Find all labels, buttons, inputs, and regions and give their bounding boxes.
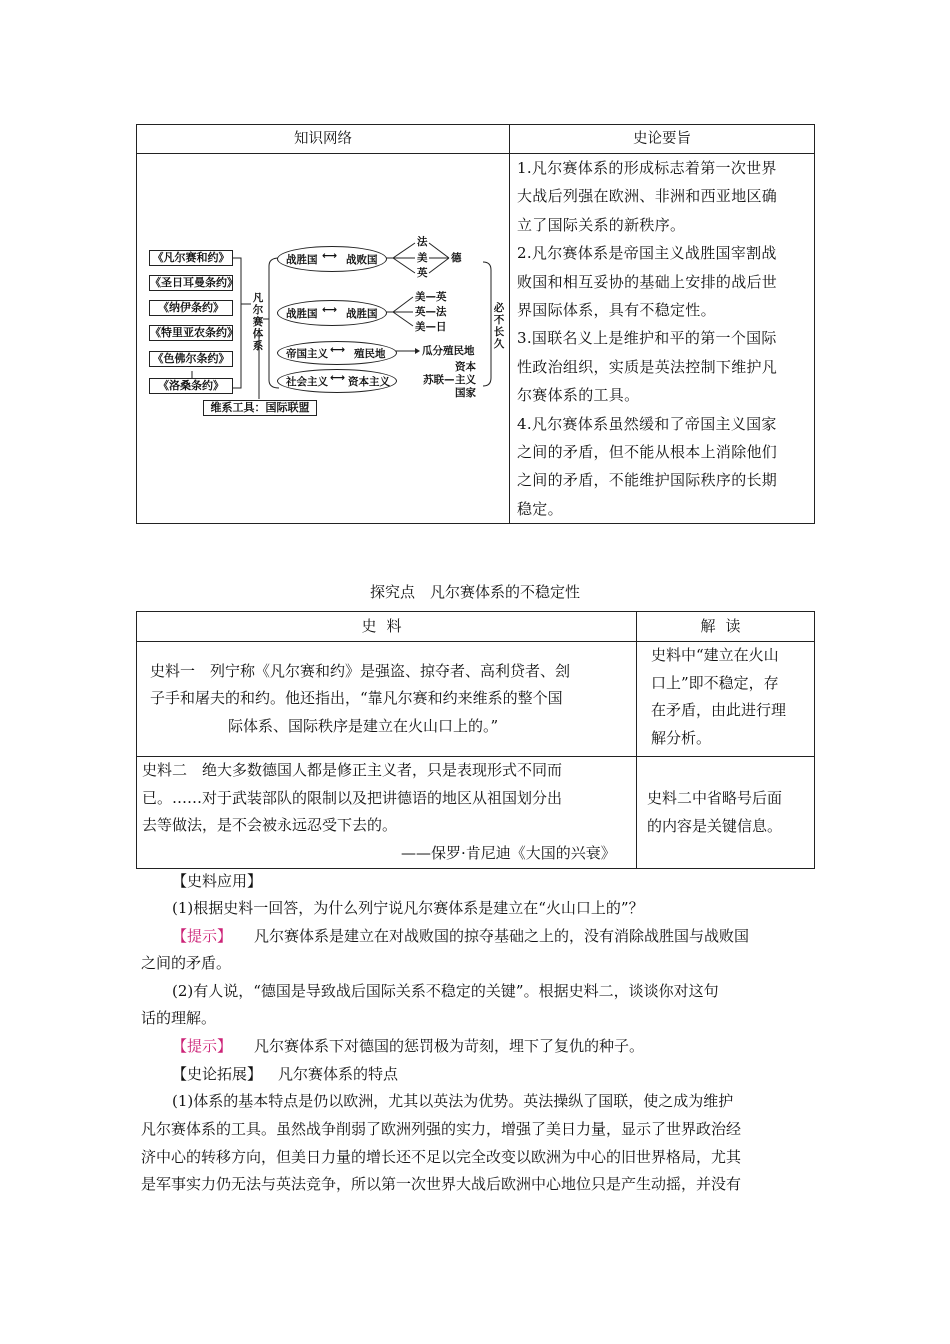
country-label: 法 <box>417 236 428 248</box>
application-label: 【史料应用】 <box>172 872 263 890</box>
reading-2-line: 史料二中省略号后面 <box>647 789 783 807</box>
treaty-box: 《纳伊条约》 <box>149 300 233 316</box>
key-point-line: 性政治组织，实质是英法控制下维护凡 <box>517 357 778 376</box>
relation-oval <box>277 246 387 272</box>
relation-oval <box>277 369 397 393</box>
extension-line: 凡尔赛体系的工具。虽然战争削弱了欧洲列强的实力，增强了美日力量，显示了世界政治经 <box>141 1120 742 1138</box>
key-point-line: 稳定。 <box>517 499 563 518</box>
reading-2-line: 的内容是关键信息。 <box>647 816 783 835</box>
capitalist-label: 资本 <box>455 361 476 373</box>
source-2-cell <box>137 757 637 869</box>
soviet-label: 苏联— <box>423 374 455 386</box>
reading-1-line: 在矛盾，由此进行理 <box>651 701 787 719</box>
country-pair-label: 美—日 <box>415 321 447 333</box>
answer-2-line <box>172 1036 644 1056</box>
source-1-line: 际体系、国际秩序是建立在火山口上的。” <box>228 716 499 735</box>
question-2-line-2: 话的理解。 <box>141 1009 217 1027</box>
key-point-line: 界国际体系，具有不稳定性。 <box>517 301 716 320</box>
reading-1-line: 史料中“建立在火山 <box>651 646 779 664</box>
question-2: (2)有人说，“德国是导致战后国际关系不稳定的关键”。根据史料二，谈谈你对这句 <box>172 982 719 1000</box>
extension-line: (1)体系的基本特点是仍以欧洲，尤其以英法为优势。英法操纵了国联，使之成为维护 <box>172 1092 734 1110</box>
key-point-line: 败国和相互妥协的基础上安排的战后世 <box>517 272 778 291</box>
relation-result-label: 瓜分殖民地 <box>422 345 475 357</box>
source-2-line: 已。……对于武装部队的限制以及把讲德语的地区从祖国划分出 <box>142 788 563 807</box>
treaty-box: 《色佛尔条约》 <box>149 351 233 367</box>
key-point-line: 尔赛体系的工具。 <box>517 386 640 405</box>
source-2-line: 去等做法，是不会被永远忍受下去的。 <box>142 816 398 834</box>
conclusion-label: 必不长久 <box>493 302 505 350</box>
double-arrow-icon: ⟷ <box>330 344 346 356</box>
extension-line: 济中心的转移方向，但美日力量的增长还不足以完全改变以欧洲为中心的旧世界格局，尤其 <box>141 1148 742 1166</box>
reading-1-cell <box>637 642 815 757</box>
relation-oval <box>277 300 387 326</box>
answer-2-text: 凡尔赛体系下对德国的惩罚极为苛刻，埋下了复仇的种子。 <box>254 1037 645 1055</box>
key-point-line: 1.凡尔赛体系的形成标志着第一次世界 <box>517 159 777 177</box>
relation-right: 战败国 <box>346 254 378 266</box>
key-points-cell <box>510 154 815 524</box>
source-2-citation: ——保罗·肯尼迪《大国的兴衰》 <box>401 843 616 862</box>
double-arrow-icon: ⟷ <box>330 372 346 384</box>
relation-left: 战胜国 <box>286 254 318 266</box>
tool-box: 维系工具：国际联盟 <box>203 400 317 416</box>
answer-1-line-2: 之间的矛盾。 <box>141 954 232 972</box>
country-label: 美 <box>417 252 428 264</box>
knowledge-diagram-cell <box>137 154 510 524</box>
relation-right: 殖民地 <box>354 348 386 360</box>
relation-oval <box>277 341 397 365</box>
header-key-points: 史论要旨 <box>510 125 815 154</box>
section-title: 探究点 凡尔赛体系的不稳定性 <box>369 583 580 601</box>
key-point-line: 之间的矛盾，但不能从根本上消除他们 <box>517 443 778 462</box>
capitalist-label: 国家 <box>455 387 476 399</box>
extension-line: 是军事实力仍无法与英法竞争，所以第一次世界大战后欧洲中心地位只是产生动摇，并没有 <box>141 1175 742 1193</box>
double-arrow-icon: ⟷ <box>322 304 338 316</box>
question-1: (1)根据史料一回答，为什么列宁说凡尔赛体系是建立在“火山口上的”？ <box>172 899 644 917</box>
country-label: 英 <box>417 267 428 279</box>
tip-label: 【提示】 <box>172 1037 233 1055</box>
target-country-label: 德 <box>451 252 462 264</box>
knowledge-table <box>136 124 815 524</box>
relation-left: 战胜国 <box>286 308 318 320</box>
reading-1-line: 口上”即不稳定，存 <box>651 673 779 692</box>
key-point-line: 3.国联名义上是维护和平的第一个国际 <box>517 329 777 348</box>
header-knowledge-network: 知识网络 <box>137 125 510 154</box>
treaty-box: 《特里亚农条约》 <box>150 326 238 339</box>
header-reading: 解读 <box>637 612 815 642</box>
source-1-line: 史料一 列宁称《凡尔赛和约》是强盗、掠夺者、高利贷者、刽 <box>150 661 571 680</box>
key-point-line: 4.凡尔赛体系虽然缓和了帝国主义国家 <box>517 414 777 433</box>
key-point-line: 2.凡尔赛体系是帝国主义战胜国宰割战 <box>517 244 777 263</box>
relation-right: 战胜国 <box>346 308 378 320</box>
reading-1-line: 解分析。 <box>651 728 712 747</box>
double-arrow-icon: ⟷ <box>322 250 338 262</box>
reading-2-cell <box>637 757 815 869</box>
system-label: 凡尔赛体系 <box>252 292 264 352</box>
tip-label: 【提示】 <box>172 927 233 945</box>
capitalist-label: 主义 <box>455 374 476 386</box>
relation-left: 社会主义 <box>286 376 328 388</box>
source-1-line: 子手和屠夫的和约。他还指出，“靠凡尔赛和约来维系的整个国 <box>150 689 563 708</box>
treaty-box: 《洛桑条约》 <box>149 378 233 394</box>
source-2-line: 史料二 绝大多数德国人都是修正主义者，只是表现形式不同而 <box>142 761 563 779</box>
key-point-line: 大战后列强在欧洲、非洲和西亚地区确 <box>517 187 778 206</box>
relation-left: 帝国主义 <box>286 348 328 360</box>
country-pair-label: 英—法 <box>415 306 447 318</box>
extension-heading <box>172 1064 398 1084</box>
key-point-line: 立了国际关系的新秩序。 <box>517 215 686 234</box>
header-sources: 史料 <box>137 612 637 642</box>
relation-right: 资本主义 <box>348 376 390 388</box>
knowledge-diagram <box>137 154 509 518</box>
source-table <box>136 611 815 869</box>
extension-label: 【史论拓展】 <box>172 1065 263 1083</box>
extension-title: 凡尔赛体系的特点 <box>278 1065 399 1083</box>
source-1-cell <box>137 642 637 757</box>
key-point-line: 之间的矛盾，不能维护国际秩序的长期 <box>517 471 778 490</box>
treaty-box: 《凡尔赛和约》 <box>149 250 233 266</box>
answer-1-line <box>172 926 749 946</box>
treaty-box: 《圣日耳曼条约》 <box>150 276 238 289</box>
answer-1-text: 凡尔赛体系是建立在对战败国的掠夺基础之上的，没有消除战胜国与战败国 <box>254 927 750 945</box>
country-pair-label: 美—英 <box>415 291 447 303</box>
